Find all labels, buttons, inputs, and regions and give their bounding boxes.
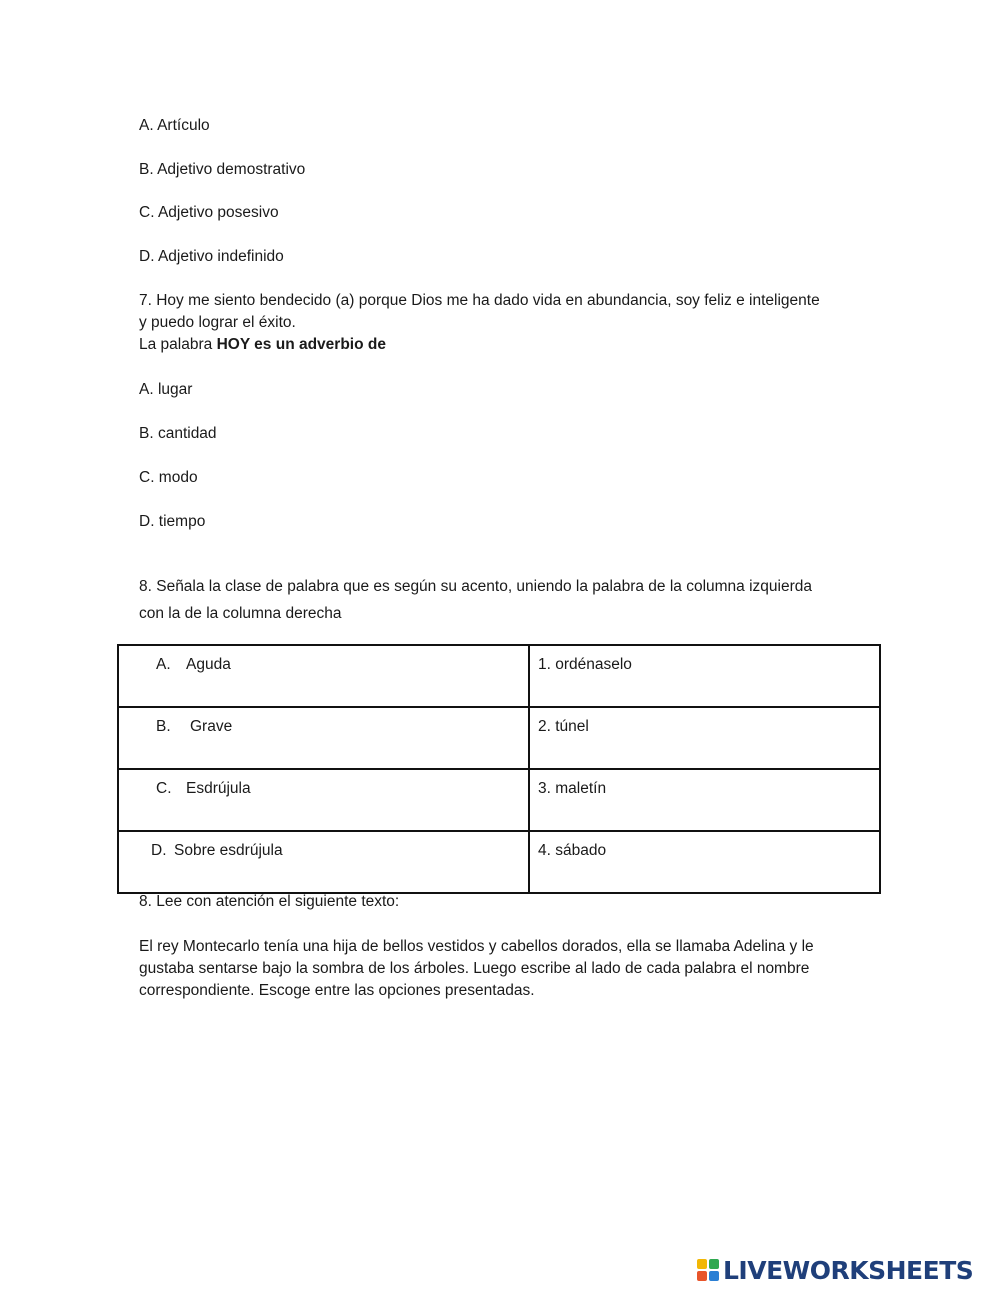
logo-square [709, 1259, 719, 1269]
left-cell [118, 831, 529, 893]
q8-reading-title: 8. Lee con atención el siguiente texto: [139, 893, 400, 910]
right-cell: 3. maletín [529, 769, 880, 831]
q6-option-b: B. Adjetivo demostrativo [139, 161, 306, 178]
logo-text: LIVEWORKSHEETS [723, 1255, 974, 1285]
table-row [118, 645, 880, 707]
q7-option-a: A. lugar [139, 381, 193, 398]
left-cell [118, 769, 529, 831]
table-row [118, 831, 880, 893]
matching-table [117, 644, 881, 894]
accent-type: Esdrújula [186, 780, 251, 797]
right-cell: 2. túnel [529, 707, 880, 769]
table-row [118, 769, 880, 831]
q6-option-d: D. Adjetivo indefinido [139, 248, 284, 265]
liveworksheets-logo [697, 1253, 973, 1287]
logo-icon [697, 1259, 719, 1281]
left-cell [118, 707, 529, 769]
q7-option-b: B. cantidad [139, 425, 217, 442]
right-cell: 1. ordénaselo [529, 645, 880, 707]
q7-option-c: C. modo [139, 469, 198, 486]
logo-square [709, 1271, 719, 1281]
table-row [118, 707, 880, 769]
row-letter: A. [156, 656, 171, 673]
q7-prompt-prefix: La palabra [139, 336, 217, 353]
right-cell: 4. sábado [529, 831, 880, 893]
accent-type: Grave [190, 718, 233, 735]
q7-option-d: D. tiempo [139, 513, 206, 530]
row-letter: C. [156, 780, 172, 797]
q6-option-a: A. Artículo [139, 117, 210, 134]
logo-square [697, 1271, 707, 1281]
logo-square [697, 1259, 707, 1269]
q8-reading-text: El rey Montecarlo tenía una hija de bellos vestidos y cabellos dorados, ella se llamaba Adelina y le gustaba sentarse bajo la sombra de los árboles. Luego escribe al lado de cada palabra el nombre correspondiente. Escoge entre las opciones presentadas. [139, 938, 814, 999]
q7-prompt-bold: HOY es un adverbio de [216, 336, 386, 353]
row-letter: B. [156, 718, 171, 735]
q6-option-c: C. Adjetivo posesivo [139, 204, 279, 221]
q8-instruction-line2: con la de la columna derecha [139, 605, 342, 622]
q7-prompt [139, 334, 386, 356]
row-letter: D. [151, 842, 167, 859]
accent-type: Aguda [186, 656, 231, 673]
q7-statement-line1: 7. Hoy me siento bendecido (a) porque Dios me ha dado vida en abundancia, soy feliz e inteligente [139, 292, 820, 309]
q7-statement-line2: y puedo lograr el éxito. [139, 314, 296, 331]
left-cell [118, 645, 529, 707]
accent-type: Sobre esdrújula [174, 842, 283, 859]
q8-instruction-line1: 8. Señala la clase de palabra que es según su acento, uniendo la palabra de la columna izquierda [139, 578, 813, 595]
